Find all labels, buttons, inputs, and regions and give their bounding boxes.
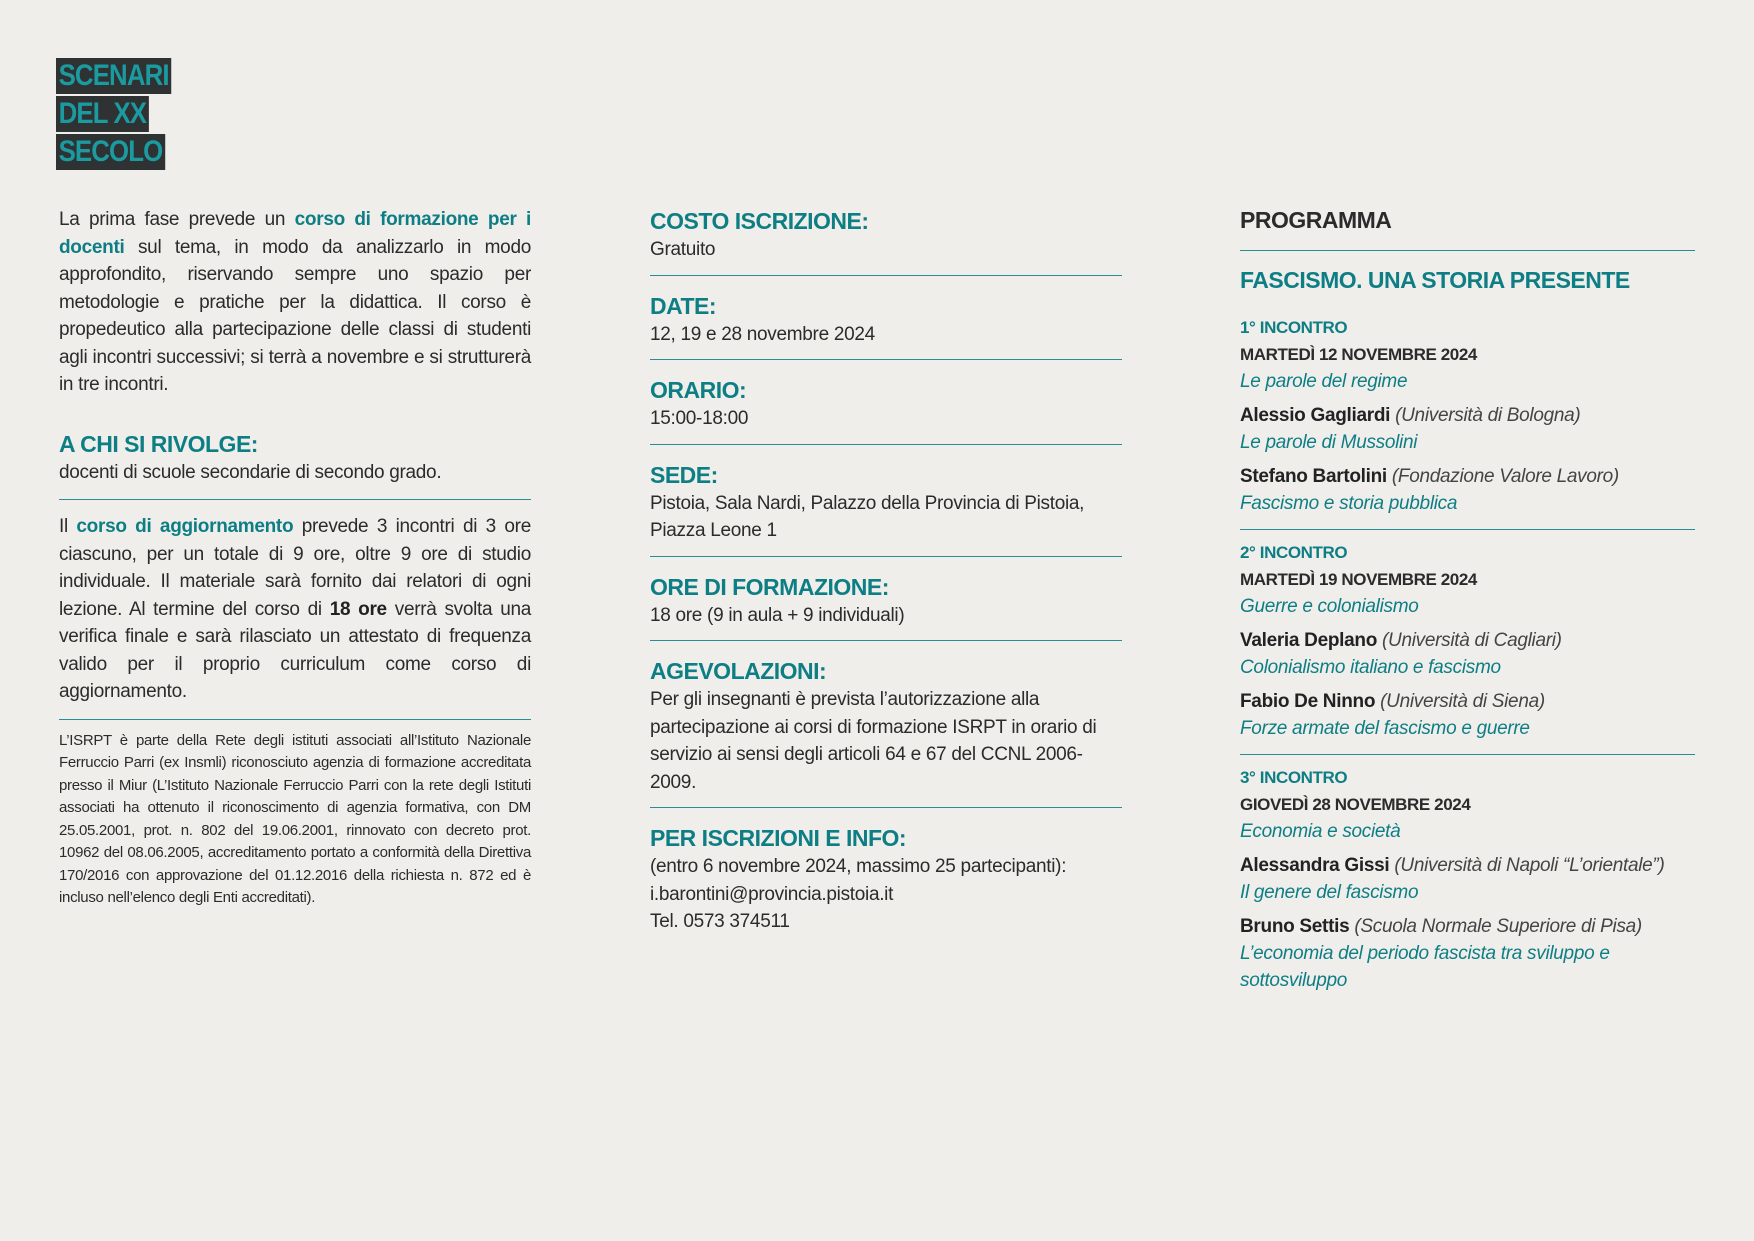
divider	[650, 444, 1122, 445]
talk-title: Fascismo e storia pubblica	[1240, 493, 1458, 514]
program-subtitle: FASCISMO. UNA STORIA PRESENTE	[1240, 267, 1630, 293]
time-label: ORARIO:	[650, 377, 747, 403]
speaker-affiliation: (Fondazione Valore Lavoro)	[1391, 466, 1619, 487]
divider	[1240, 250, 1695, 251]
speaker-block	[1240, 627, 1695, 681]
divider	[650, 640, 1122, 641]
speaker-affiliation: (Università di Bologna)	[1395, 405, 1581, 426]
meeting-block	[1240, 540, 1695, 742]
meeting-topic: Economia e società	[1240, 821, 1401, 842]
speaker-block	[1240, 852, 1695, 906]
divider	[650, 275, 1122, 276]
meeting-label: 3° INCONTRO	[1240, 768, 1348, 787]
benefits-line-2: partecipazione ai corsi di formazione ISRPT in orario di	[650, 716, 1097, 738]
title-line-2: DEL XX	[56, 96, 149, 132]
dates-value: 12, 19 e 28 novembre 2024	[650, 323, 875, 345]
info-email[interactable]: i.barontini@provincia.pistoia.it	[650, 883, 894, 905]
speaker-line	[1240, 402, 1695, 429]
benefits-line-1: Per gli insegnanti è prevista l’autorizzazione alla	[650, 689, 1040, 710]
talk-title: Forze armate del fascismo e guerre	[1240, 718, 1530, 739]
title-line-1: SCENARI	[56, 58, 171, 94]
hours-value: 18 ore (9 in aula + 9 individuali)	[650, 604, 905, 626]
speaker-block	[1240, 402, 1695, 456]
venue-label: SEDE:	[650, 461, 718, 488]
info-line-1: (entro 6 novembre 2024, massimo 25 partecipanti):	[650, 856, 1067, 877]
time-value: 15:00-18:00	[650, 408, 749, 429]
divider	[1240, 529, 1695, 530]
speaker-line	[1240, 913, 1695, 940]
cost-label: COSTO ISCRIZIONE:	[650, 208, 869, 234]
speaker-block	[1240, 688, 1695, 742]
hours-label: ORE DI FORMAZIONE:	[650, 573, 889, 600]
course-hours: 18 ore	[329, 598, 387, 620]
talk-title: Le parole di Mussolini	[1240, 432, 1418, 453]
title-line-3: SECOLO	[56, 134, 165, 170]
speaker-name: Alessandra Gissi	[1240, 855, 1390, 876]
meetings-list	[1240, 315, 1695, 994]
speaker-line	[1240, 627, 1695, 654]
cost-value: Gratuito	[650, 239, 716, 260]
accreditation-note: L’ISRPT è parte della Rete degli istituti associati all’Istituto Nazionale Ferruccio Parri (ex Insmli) riconosciuto agenzia di formazione accreditata presso il Miur (L’Istituto Nazionale Ferruccio Parri con la rete degli Istituti associati ha ottenuto il riconoscimento di agenzia formativa, con DM 25.05.2001, prot. n. 802 del 19.06.2001, rinnovato con decreto prot. 10962 del 08.06.2005, accreditamento portato a conformità della Direttiva 170/2016 con approvazione del 01.12.2016 della richiesta n. 872 ed è incluso nell’elenco degli Enti accreditati).	[59, 731, 531, 906]
speaker-name: Stefano Bartolini	[1240, 466, 1387, 487]
divider	[650, 556, 1122, 557]
meeting-block	[1240, 315, 1695, 517]
venue-line-1: Pistoia, Sala Nardi, Palazzo della Provincia di Pistoia,	[650, 492, 1085, 514]
left-column	[59, 206, 531, 910]
speaker-affiliation: (Università di Napoli “L’orientale”)	[1394, 855, 1665, 876]
speaker-block	[1240, 913, 1695, 994]
title-block	[56, 58, 190, 172]
speaker-line	[1240, 852, 1695, 879]
intro-highlight: corso di formazione per i docenti	[59, 209, 532, 258]
info-phone[interactable]: Tel. 0573 374511	[650, 911, 790, 932]
meeting-label: 1° INCONTRO	[1240, 318, 1348, 337]
intro-paragraph: La prima fase prevede un corso di formazione per i docenti sul tema, in modo da analizzarlo in modo approfondito, riservando sempre uno spazio per metodologie e pratiche per la didattica. Il corso è propedeutico alla partecipazione delle classi di studenti agli incontri successivi; si terrà a novembre e si strutturerà in tre incontri.	[59, 209, 532, 395]
benefits-label: AGEVOLAZIONI:	[650, 658, 827, 684]
speaker-line	[1240, 463, 1695, 490]
divider	[1240, 754, 1695, 755]
divider	[59, 499, 531, 500]
dates-label: DATE:	[650, 292, 717, 319]
speaker-affiliation: (Scuola Normale Superiore di Pisa)	[1354, 916, 1642, 937]
meeting-date: MARTEDÌ 12 NOVEMBRE 2024	[1240, 345, 1477, 364]
course-highlight: corso di aggiornamento	[76, 516, 294, 537]
course-paragraph: Il corso di aggiornamento prevede 3 incontri di 3 ore ciascuno, per un totale di 9 ore, oltre 9 ore di studio individuale. Il materiale sarà fornito dai relatori di ogni lezione. Al termine del corso di 18 ore verrà svolta una verifica finale e sarà rilasciato un attestato di frequenza valido per il proprio curriculum come corso di aggiornamento.	[59, 516, 531, 702]
info-column	[650, 206, 1122, 936]
speaker-name: Alessio Gagliardi	[1240, 405, 1391, 426]
talk-title: L’economia del periodo fascista tra sviluppo e sottosviluppo	[1240, 943, 1610, 991]
talk-title: Il genere del fascismo	[1240, 882, 1419, 903]
speaker-line	[1240, 688, 1695, 715]
program-heading: PROGRAMMA	[1240, 207, 1392, 233]
speaker-block	[1240, 463, 1695, 517]
meeting-topic: Le parole del regime	[1240, 371, 1408, 392]
meeting-label: 2° INCONTRO	[1240, 543, 1348, 562]
speaker-affiliation: (Università di Siena)	[1380, 691, 1545, 712]
divider	[650, 359, 1122, 360]
speaker-name: Fabio De Ninno	[1240, 691, 1376, 712]
venue-line-2: Piazza Leone 1	[650, 520, 777, 541]
benefits-line-3: servizio ai sensi degli articoli 64 e 67 del CCNL 2006-2009.	[650, 744, 1083, 793]
info-label: PER ISCRIZIONI E INFO:	[650, 825, 907, 851]
speaker-name: Bruno Settis	[1240, 916, 1350, 937]
speaker-affiliation: (Università di Cagliari)	[1382, 630, 1562, 651]
meeting-block	[1240, 765, 1695, 994]
meeting-date: MARTEDÌ 19 NOVEMBRE 2024	[1240, 570, 1477, 589]
meeting-date: GIOVEDÌ 28 NOVEMBRE 2024	[1240, 795, 1471, 814]
program-column	[1240, 206, 1695, 994]
audience-value: docenti di scuole secondarie di secondo grado.	[59, 461, 442, 483]
divider	[650, 807, 1122, 808]
divider	[59, 719, 531, 720]
audience-label: A CHI SI RIVOLGE:	[59, 430, 258, 457]
meeting-topic: Guerre e colonialismo	[1240, 596, 1419, 617]
talk-title: Colonialismo italiano e fascismo	[1240, 657, 1501, 678]
speaker-name: Valeria Deplano	[1240, 630, 1378, 651]
